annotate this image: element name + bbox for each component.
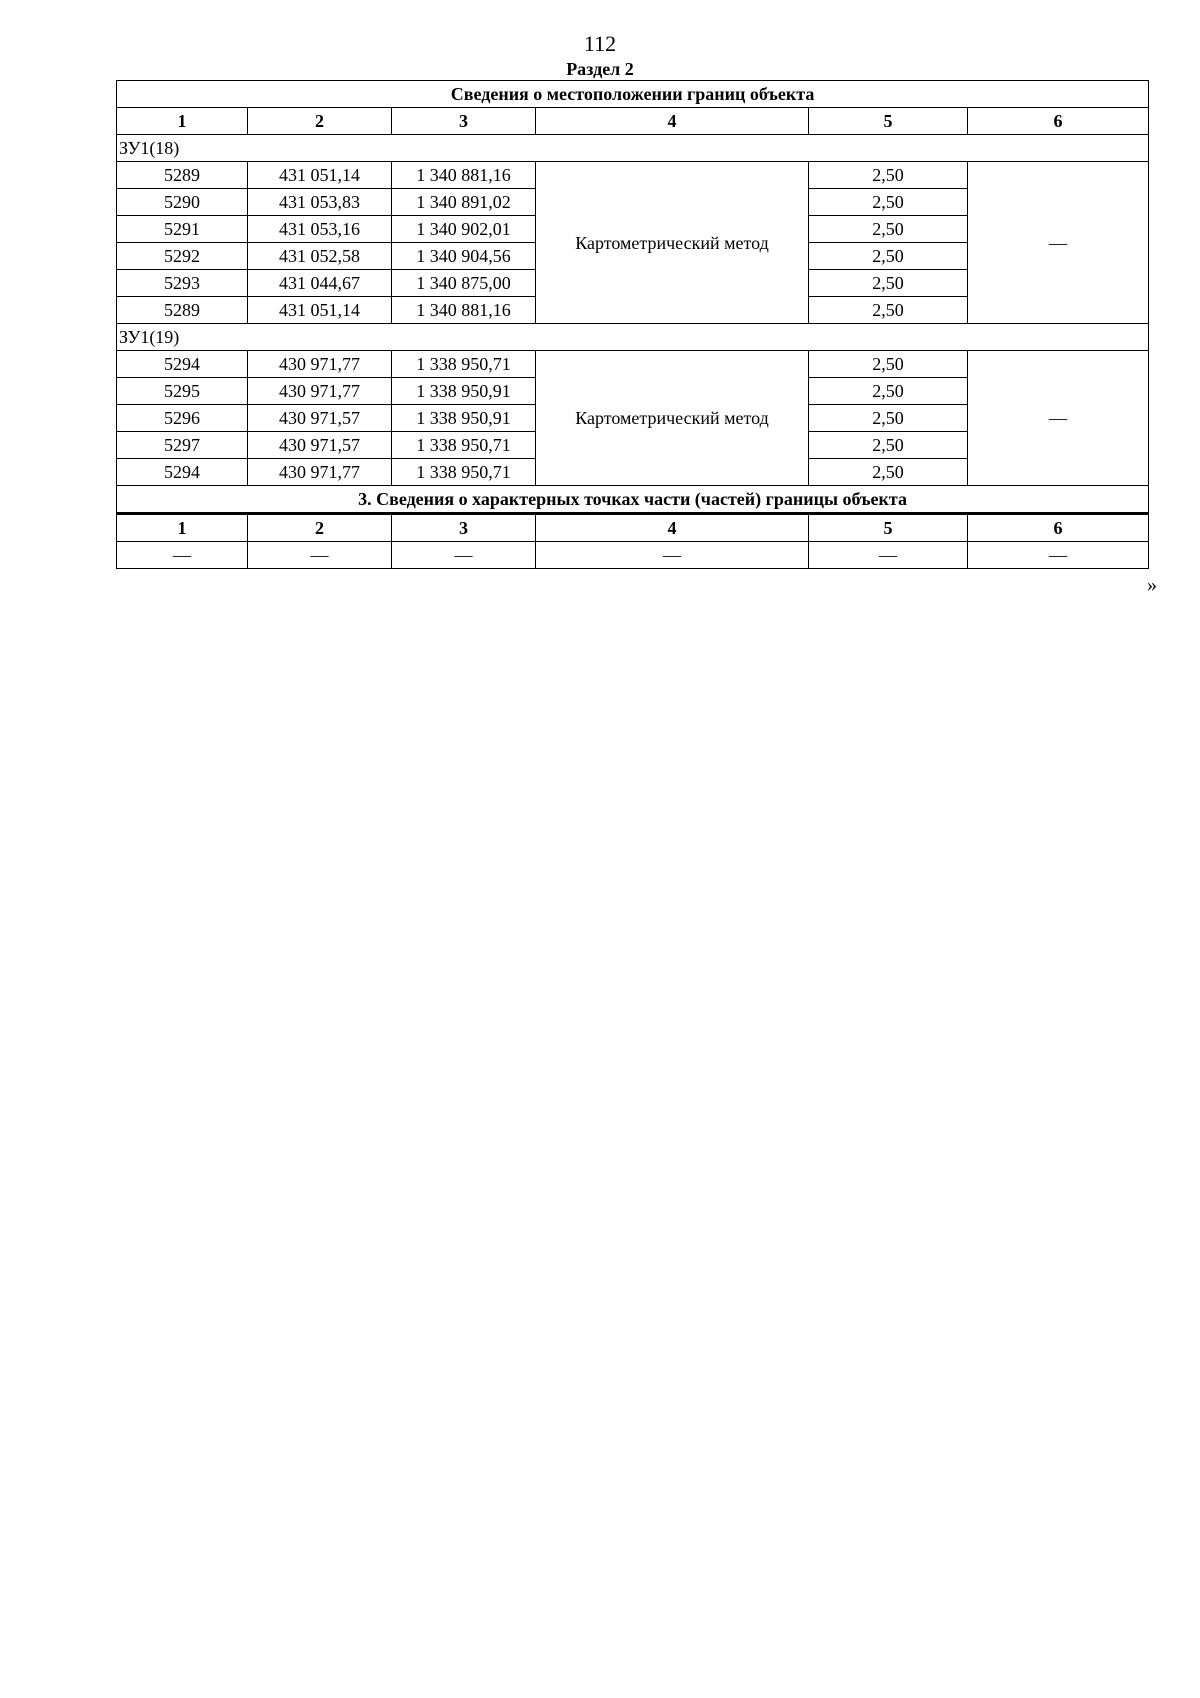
coord-y: 1 340 902,01 [392,216,536,243]
accuracy: 2,50 [809,243,968,270]
section-title: Раздел 2 [566,59,634,79]
table-title: Сведения о местоположении границ объекта [117,81,1149,108]
accuracy: 2,50 [809,162,968,189]
group-label: ЗУ1(18) [117,135,1149,162]
column-number: 2 [248,514,392,542]
coord-x: 430 971,57 [248,405,392,432]
column-number: 5 [809,514,968,542]
coord-x: 430 971,77 [248,351,392,378]
column-number: 4 [536,108,809,135]
column-number: 6 [968,514,1149,542]
point-number: 5297 [117,432,248,459]
point-number: 5291 [117,216,248,243]
empty-value: — [248,542,392,569]
column-number: 1 [117,108,248,135]
point-number: 5289 [117,162,248,189]
coord-y: 1 338 950,71 [392,459,536,486]
table-row [117,542,1149,569]
closing-quote-mark: » [1147,574,1157,596]
point-number: 5292 [117,243,248,270]
coord-x: 431 052,58 [248,243,392,270]
accuracy: 2,50 [809,216,968,243]
point-number: 5294 [117,351,248,378]
column-number: 6 [968,108,1149,135]
boundary-table [116,80,1149,569]
coord-x: 430 971,77 [248,378,392,405]
point-number: 5294 [117,459,248,486]
coord-x: 431 053,83 [248,189,392,216]
table-title-row [117,81,1149,108]
accuracy: 2,50 [809,189,968,216]
group-label-row [117,324,1149,351]
method-cell: Картометрический метод [536,351,809,486]
point-number: 5295 [117,378,248,405]
method-cell: Картометрический метод [536,162,809,324]
group-label-row [117,135,1149,162]
column-number: 3 [392,514,536,542]
coord-x: 430 971,77 [248,459,392,486]
part-column-number-row [117,514,1149,542]
coord-y: 1 338 950,71 [392,351,536,378]
part-section-title: 3. Сведения о характерных точках части (частей) границы объекта [117,486,1149,514]
description-cell: — [968,351,1149,486]
table-row [117,162,1149,189]
coord-x: 431 051,14 [248,162,392,189]
coord-x: 430 971,57 [248,432,392,459]
column-number: 4 [536,514,809,542]
coord-x: 431 051,14 [248,297,392,324]
coord-y: 1 340 891,02 [392,189,536,216]
coord-y: 1 340 875,00 [392,270,536,297]
empty-value: — [117,542,248,569]
accuracy: 2,50 [809,405,968,432]
point-number: 5293 [117,270,248,297]
column-number: 5 [809,108,968,135]
coord-x: 431 053,16 [248,216,392,243]
empty-value: — [536,542,809,569]
column-number: 1 [117,514,248,542]
coord-y: 1 340 881,16 [392,297,536,324]
accuracy: 2,50 [809,459,968,486]
table-row [117,351,1149,378]
coord-y: 1 338 950,91 [392,405,536,432]
part-section-row [117,486,1149,514]
coord-y: 1 340 904,56 [392,243,536,270]
column-number-row [117,108,1149,135]
empty-value: — [809,542,968,569]
accuracy: 2,50 [809,378,968,405]
accuracy: 2,50 [809,432,968,459]
point-number: 5289 [117,297,248,324]
coord-x: 431 044,67 [248,270,392,297]
coord-y: 1 338 950,71 [392,432,536,459]
empty-value: — [392,542,536,569]
group-label: ЗУ1(19) [117,324,1149,351]
point-number: 5290 [117,189,248,216]
column-number: 3 [392,108,536,135]
coord-y: 1 338 950,91 [392,378,536,405]
accuracy: 2,50 [809,270,968,297]
empty-value: — [968,542,1149,569]
accuracy: 2,50 [809,297,968,324]
description-cell: — [968,162,1149,324]
column-number: 2 [248,108,392,135]
coord-y: 1 340 881,16 [392,162,536,189]
page-number: 112 [583,31,617,56]
accuracy: 2,50 [809,351,968,378]
point-number: 5296 [117,405,248,432]
